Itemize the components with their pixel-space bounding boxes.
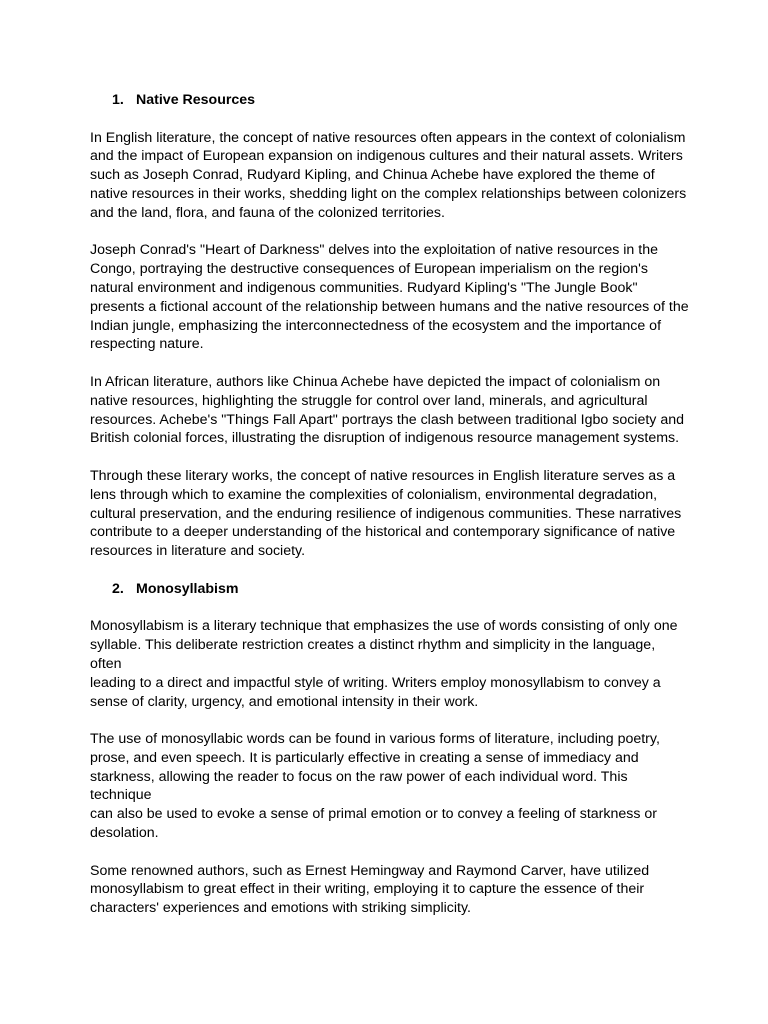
section-heading — [90, 91, 690, 110]
paragraph: In English literature, the concept of native resources often appears in the context of colonialism and the impact of European expansion on indigenous cultures and their natural assets. Writers such as Joseph Conrad, Rudyard Kipling, and Chinua Achebe have explored the theme of native resources in their works, shedding light on the complex relationships between colonizers and the land, flora, and fauna of the colonized territories. — [90, 129, 687, 221]
section-number: 1. — [112, 92, 124, 108]
section-monosyllabism — [90, 580, 690, 918]
paragraph: Some renowned authors, such as Ernest Hemingway and Raymond Carver, have utilized monosyllabism to great effect in their writing, employing it to capture the essence of their characters' experiences and emotions with striking simplicity. — [90, 862, 650, 917]
section-native-resources — [90, 91, 690, 561]
section-title: Monosyllabism — [136, 580, 239, 597]
paragraph: The use of monosyllabic words can be found in various forms of literature, including poetry, prose, and even speech. It is particularly effective in creating a sense of immediacy and starkness, allowing the reader to focus on the raw power of each individual word. This technique can also be used to evoke a sense of primal emotion or to convey a feeling of starkness or desolation. — [90, 731, 660, 842]
document-page — [90, 91, 690, 937]
section-number: 2. — [112, 580, 124, 597]
paragraph: Monosyllabism is a literary technique that emphasizes the use of words consisting of only one syllable. This deliberate restriction creates a distinct rhythm and simplicity in the language, often leading to a direct and impactful style of writing. Writers employ monosyllabism to convey a sense of clarity, urgency, and emotional intensity in their work. — [90, 618, 678, 710]
paragraph: Through these literary works, the concept of native resources in English literature serves as a lens through which to examine the complexities of colonialism, environmental degradation, cultural preservation, and the enduring resilience of indigenous communities. These narratives contribute to a deeper understanding of the historical and contemporary significance of native resources in literature and society. — [90, 467, 682, 560]
section-title: Native Resources — [136, 92, 256, 108]
section-heading — [90, 580, 690, 599]
paragraph: Joseph Conrad's "Heart of Darkness" delves into the exploitation of native resources in the Congo, portraying the destructive consequences of European imperialism on the region's natural environment and indigenous communities. Rudyard Kipling's "The Jungle Book" presents a fictional account of the relationship between humans and the native resources of the Indian jungle, emphasizing the interconnectedness of the ecosystem and the importance of respecting nature. — [90, 242, 689, 353]
paragraph: In African literature, authors like Chinua Achebe have depicted the impact of colonialism on native resources, highlighting the struggle for control over land, minerals, and agricultural resources. Achebe's "Things Fall Apart" portrays the clash between traditional Igbo society and British colonial forces, illustrating the disruption of indigenous resource management systems. — [90, 373, 685, 447]
